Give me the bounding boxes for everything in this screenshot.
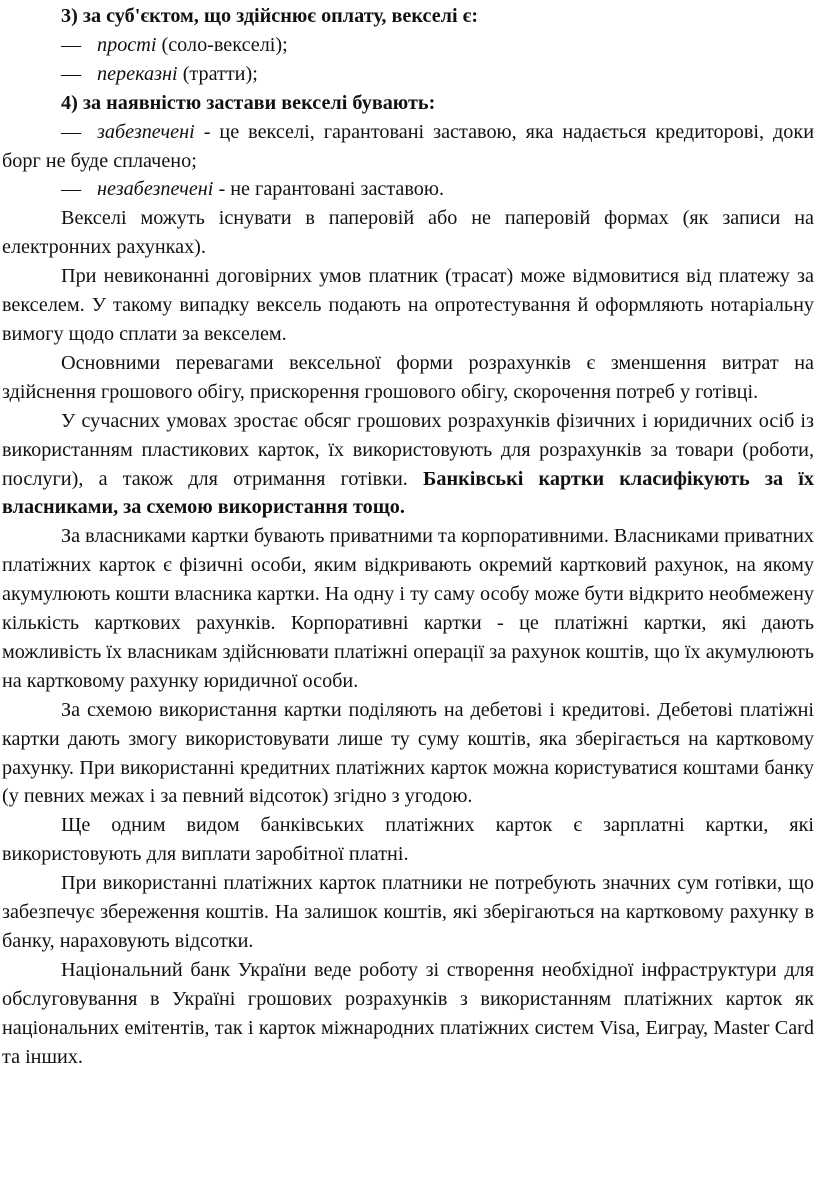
- paragraph-salary-cards: Ще одним видом банківських платіжних карток є зарплатні картки, які використовують для виплати заробітної платні.: [2, 814, 814, 866]
- cards-classification-bold: Банківські картки класифікують за їх власниками, за схемою використання тощо.: [2, 467, 815, 519]
- paragraph-national-bank: Національний банк України веде роботу зі створення необхідної інфраструктури для обслуговування в Україні грошових розрахунків з використанням платіжних карток як національних емітентів, так і карток міжнародних платіжних систем Visa, Еиграу, Master Card та інших.: [2, 958, 814, 1068]
- item-description: (тратти);: [177, 62, 258, 85]
- item-description: - не гарантовані заставою.: [213, 178, 445, 201]
- section-4-heading: 4) за наявністю застави векселі бувають:: [61, 91, 436, 114]
- paragraph-cash-savings: При використанні платіжних карток платники не потребують значних сум готівки, що забезпечує збереження коштів. На залишок коштів, які зберігаються на картковому рахунку в банку, нараховують відсотки.: [2, 872, 814, 952]
- list-item-zabezpecheni: [2, 118, 814, 176]
- item-description: (соло-векселі);: [156, 33, 288, 56]
- paragraph-advantages: Основними перевагами вексельної форми розрахунків є зменшення витрат на здійснення грошового обігу, прискорення грошового обігу, скорочення потреб у готівці.: [2, 351, 814, 403]
- term-zabezpecheni: забезпечені: [97, 120, 195, 143]
- list-item-prosti: [2, 31, 814, 60]
- list-item-perekazni: [2, 60, 814, 89]
- paragraph-owners: За власниками картки бувають приватними та корпоративними. Власниками приватних платіжних карток є фізичні особи, яким відкривають окремий картковий рахунок, на якому акумулюють кошти власника картки. На одну і ту саму особу може бути відкрито необмежену кількість карткових рахунків. Корпоративні картки - це платіжні картки, які дають можливість їх власникам здійснювати платіжні операції за рахунок коштів, що їх акумулюють на картковому рахунку юридичної особи.: [2, 525, 815, 692]
- dash-marker: —: [61, 178, 82, 201]
- paragraph-plastic-cards: [2, 407, 814, 523]
- term-nezabezpecheni: незабезпечені: [97, 178, 214, 201]
- paragraph-protest: При невиконанні договірних умов платник (трасат) може відмовитися від платежу за векселем. У такому випадку вексель подають на опротестування й оформляють нотаріальну вимогу щодо сплати за векселем.: [2, 265, 814, 345]
- paragraph-usage-scheme: За схемою використання картки поділяють на дебетові і кредитові. Дебетові платіжні картки дають змогу використовувати лише ту суму коштів, яка зберігається на картковому рахунку. При використанні кредитних платіжних карток можна користуватися коштами банку (у певних межах і за певний відсоток) згідно з угодою.: [2, 698, 814, 808]
- dash-marker: —: [61, 120, 82, 143]
- dash-marker: —: [61, 33, 82, 56]
- list-item-nezabezpecheni: [2, 175, 814, 204]
- item-description: - це векселі, гарантовані заставою, яка надається кредиторові, доки борг не буде сплачено;: [2, 120, 814, 172]
- dash-marker: —: [61, 62, 82, 85]
- plastic-cards-text: У сучасних умовах зростає обсяг грошових розрахунків фізичних і юридичних осіб із використанням пластикових карток, їх використовують для розрахунків за товари (роботи, послуги), а також для отримання готівки.: [2, 409, 814, 490]
- section-3-heading: 3) за суб'єктом, що здійснює оплату, векселі є:: [61, 5, 479, 27]
- paragraph-forms: Векселі можуть існувати в паперовій або не паперовій формах (як записи на електронних рахунках).: [2, 207, 814, 259]
- term-prosti: прості: [97, 33, 157, 56]
- term-perekazni: переказні: [97, 62, 178, 85]
